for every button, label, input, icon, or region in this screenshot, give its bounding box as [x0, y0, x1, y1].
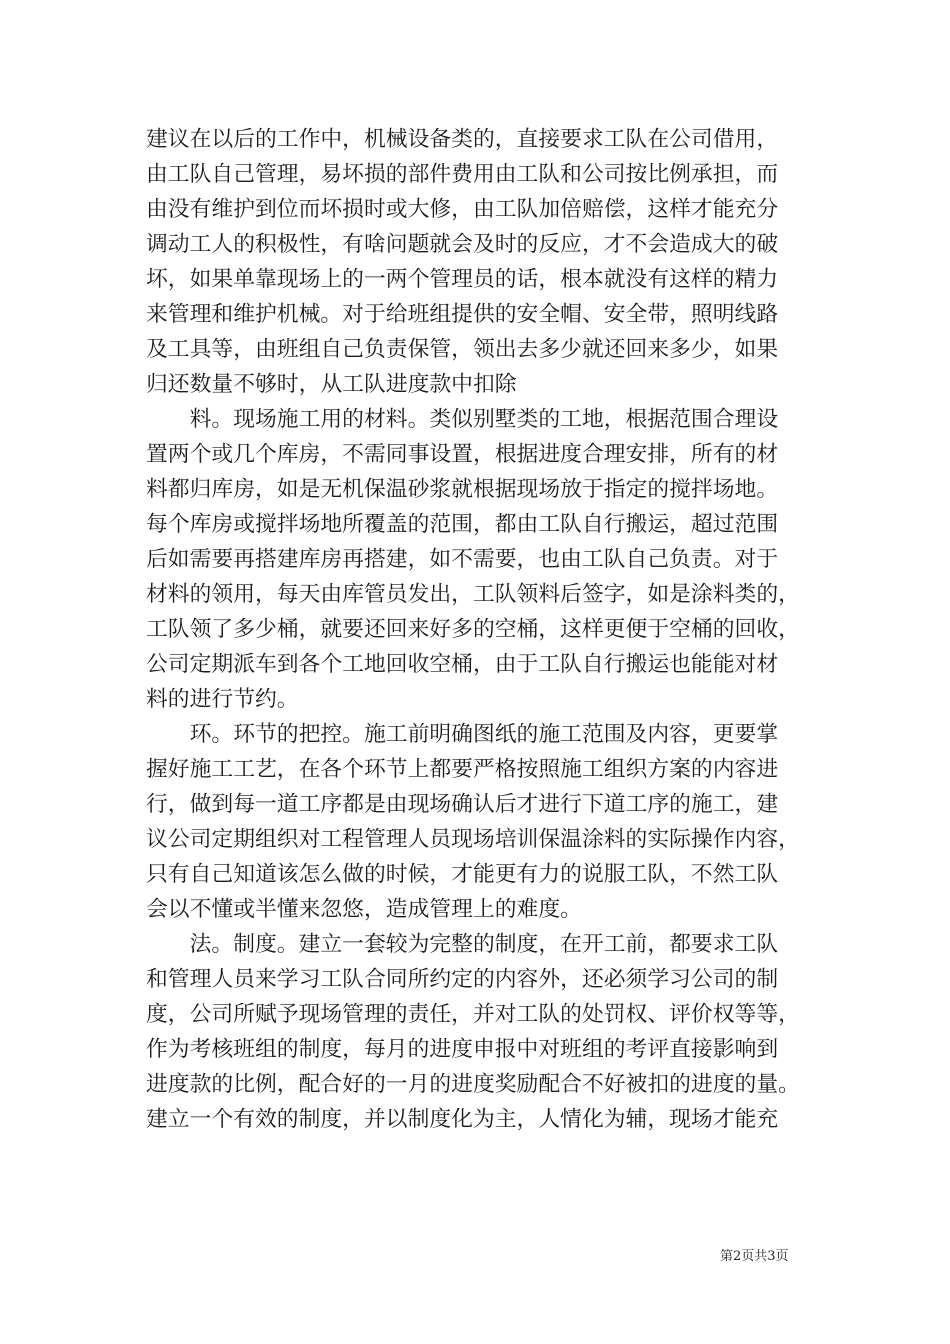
text-line: 及工具等，由班组自己负责保管，领出去多少就还回来多少，如果	[146, 337, 779, 362]
text-line: 进度款的比例，配合好的一月的进度奖励配合不好被扣的进度的量。	[146, 1072, 800, 1097]
text-line: 和管理人员来学习工队合同所约定的内容外，还必须学习公司的制	[146, 967, 779, 992]
text-line: 由没有维护到位而坏损时或大修，由工队加倍赔偿，这样才能充分	[146, 197, 779, 222]
text-line: 作为考核班组的制度，每月的进度申报中对班组的考评直接影响到	[146, 1037, 779, 1062]
text-line: 料都归库房，如是无机保温砂浆就根据现场放于指定的搅拌场地。	[146, 477, 779, 502]
text-line: 调动工人的积极性，有啥问题就会及时的反应，才不会造成大的破	[146, 232, 779, 257]
text-line: 置两个或几个库房，不需同事设置，根据进度合理安排，所有的材	[146, 442, 779, 467]
text-line: 由工队自己管理，易坏损的部件费用由工队和公司按比例承担，而	[146, 162, 779, 187]
text-line: 建立一个有效的制度，并以制度化为主，人情化为辅，现场才能充	[146, 1107, 779, 1132]
text-line: 建议在以后的工作中，机械设备类的，直接要求工队在公司借用，	[146, 127, 779, 152]
paragraph-start-line: 环。环节的把控。施工前明确图纸的施工范围及内容，更要掌	[146, 722, 779, 747]
text-line: 只有自己知道该怎么做的时候，才能更有力的说服工队，不然工队	[146, 862, 779, 887]
text-line: 公司定期派车到各个工地回收空桶，由于工队自行搬运也能能对材	[146, 652, 779, 677]
text-line: 料的进行节约。	[146, 687, 299, 712]
text-line: 议公司定期组织对工程管理人员现场培训保温涂料的实际操作内容，	[146, 827, 800, 852]
page-number: 第2页共3页	[720, 1249, 789, 1264]
text-line: 坏，如果单靠现场上的一两个管理员的话，根本就没有这样的精力	[146, 267, 779, 292]
text-line: 每个库房或搅拌场地所覆盖的范围，都由工队自行搬运，超过范围	[146, 512, 779, 537]
paragraph-start-line: 法。制度。建立一套较为完整的制度，在开工前，都要求工队	[146, 932, 779, 957]
text-line: 材料的领用，每天由库管员发出，工队领料后签字，如是涂料类的，	[146, 582, 800, 607]
text-line: 度，公司所赋予现场管理的责任，并对工队的处罚权、评价权等等，	[146, 1002, 800, 1027]
text-line: 工队领了多少桶，就要还回来好多的空桶，这样更便于空桶的回收，	[146, 617, 800, 642]
text-line: 后如需要再搭建库房再搭建，如不需要，也由工队自己负责。对于	[146, 547, 779, 572]
text-line: 来管理和维护机械。对于给班组提供的安全帽、安全带，照明线路	[146, 302, 779, 327]
text-line: 行，做到每一道工序都是由现场确认后才进行下道工序的施工，建	[146, 792, 779, 817]
paragraph-start-line: 料。现场施工用的材料。类似别墅类的工地，根据范围合理设	[146, 407, 779, 432]
text-line: 握好施工工艺，在各个环节上都要严格按照施工组织方案的内容进	[146, 757, 779, 782]
text-line: 归还数量不够时，从工队进度款中扣除	[146, 372, 517, 397]
text-line: 会以不懂或半懂来忽悠，造成管理上的难度。	[146, 897, 582, 922]
